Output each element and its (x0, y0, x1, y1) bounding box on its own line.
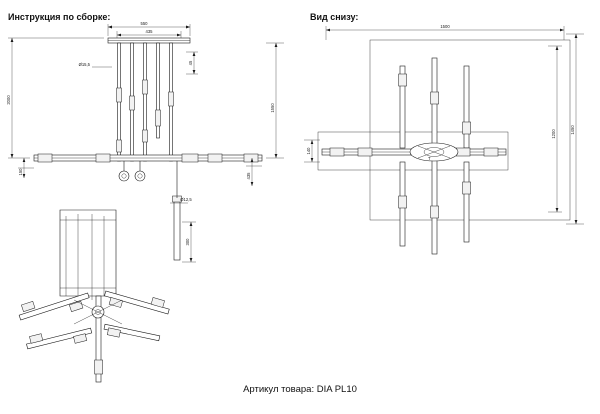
dim-bottom-width: 1500 (440, 24, 450, 29)
horizontal-bar (34, 154, 262, 162)
title-assembly-instruction: Инструкция по сборке: (8, 12, 111, 22)
dim-bottom-height-outer: 1450 (570, 125, 575, 135)
dim-top-width-outer: 550 (140, 21, 148, 26)
dim-bottom-height-inner: 1200 (551, 129, 556, 139)
dim-rod-spacing: 45 (188, 60, 193, 66)
dim-bracket-right-small: 435 (246, 172, 251, 180)
hanging-rods (117, 43, 174, 161)
title-bottom-view: Вид снизу: (310, 12, 359, 22)
isometric-detail-view (19, 210, 169, 382)
front-assembly-view (6, 21, 284, 262)
dim-top-width-inner: 435 (145, 29, 153, 35)
dim-bracket-left-small: 150 (18, 168, 23, 176)
dim-height-total: 2000 (6, 95, 11, 105)
article-caption: Артикул товара: DIA PL10 (243, 384, 357, 395)
dim-hole-dia-lower: Ø12,5 (180, 197, 192, 202)
dim-height-lower: 1550 (270, 103, 275, 113)
dim-drop-length: 300 (185, 238, 190, 246)
hub-marker-label: T (428, 156, 431, 161)
dim-plate-width: 140 (306, 147, 311, 155)
bottom-view (304, 24, 584, 254)
dim-hole-dia-top: Ø15,5 (78, 62, 90, 67)
